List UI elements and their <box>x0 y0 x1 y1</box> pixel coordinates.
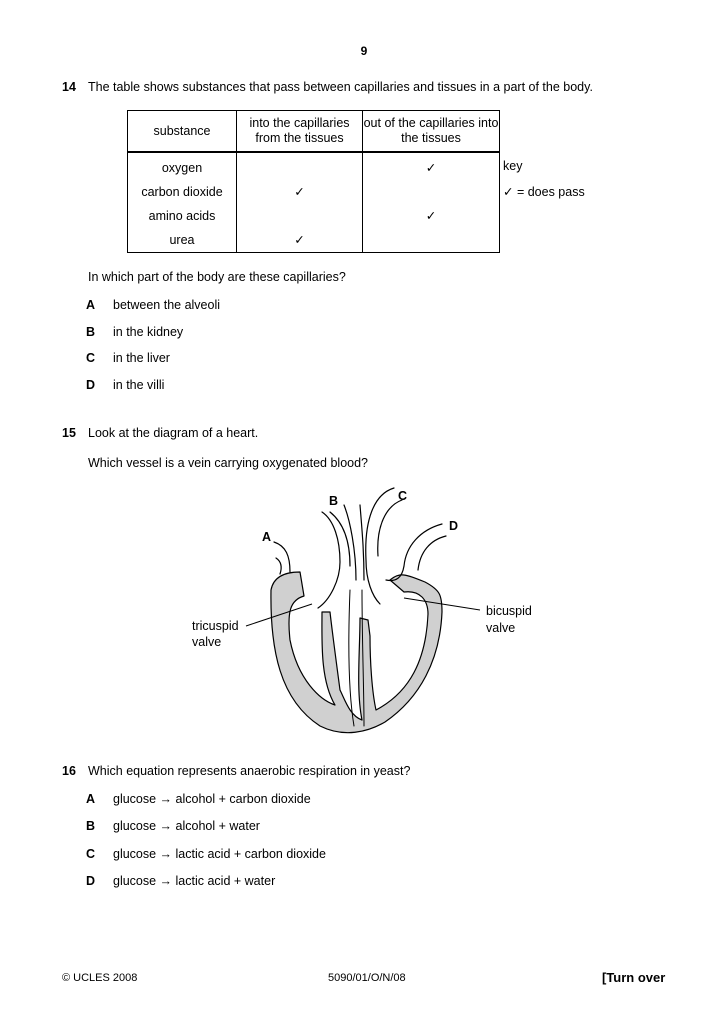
label-b: B <box>329 494 339 508</box>
vessel-c <box>366 488 402 604</box>
q14-option-text: in the kidney <box>113 325 184 339</box>
header-out-of-capillaries: out of the capillaries into the tissues <box>363 111 500 153</box>
question-15-number: 15 <box>62 426 76 440</box>
bicuspid-label-line1: bicuspid <box>486 604 532 618</box>
q16-option-letter: D <box>86 874 96 888</box>
q14-option-text: in the liver <box>113 351 170 365</box>
vessel-central <box>344 505 364 580</box>
cell-substance: carbon dioxide <box>128 180 237 204</box>
q14-option-letter: A <box>86 298 96 312</box>
question-16-number: 16 <box>62 764 76 778</box>
q16-option-text: glucose → alcohol + carbon dioxide <box>113 792 311 806</box>
tricuspid-label-line2: valve <box>192 635 222 649</box>
cell-substance: oxygen <box>128 152 237 180</box>
footer-copyright: © UCLES 2008 <box>62 972 138 984</box>
page-number: 9 <box>360 44 368 58</box>
q14-option-letter: B <box>86 325 96 339</box>
question-16-text: Which equation represents anaerobic respiration in yeast? <box>88 764 411 778</box>
label-c: C <box>398 489 408 503</box>
q16-option-text: glucose → alcohol + water <box>113 819 260 833</box>
footer-paper-code: 5090/01/O/N/08 <box>328 972 406 984</box>
question-14-number: 14 <box>62 80 76 94</box>
q14-option-text: between the alveoli <box>113 298 221 312</box>
vessel-b <box>318 512 350 608</box>
question-15-text: Look at the diagram of a heart. <box>88 426 259 440</box>
cell-into: ✓ <box>237 180 363 204</box>
question-15-prompt: Which vessel is a vein carrying oxygenated blood? <box>88 456 369 470</box>
key-title: key <box>503 159 523 173</box>
cell-out: ✓ <box>363 152 500 180</box>
cell-substance: amino acids <box>128 204 237 228</box>
cell-substance: urea <box>128 228 237 253</box>
bicuspid-label-line2: valve <box>486 621 516 635</box>
question-14-prompt: In which part of the body are these capillaries? <box>88 270 346 284</box>
cell-out: ✓ <box>363 204 500 228</box>
q16-option-letter: C <box>86 847 96 861</box>
q14-option-letter: C <box>86 351 96 365</box>
q16-option-letter: B <box>86 819 96 833</box>
cell-into: ✓ <box>237 228 363 253</box>
vessel-a <box>274 542 290 574</box>
header-into-capillaries: into the capillaries from the tissues <box>237 111 363 153</box>
heart-wall <box>271 572 442 733</box>
vessel-d <box>386 524 446 580</box>
q14-option-letter: D <box>86 378 96 392</box>
q16-option-text: glucose → lactic acid + carbon dioxide <box>113 847 326 861</box>
footer-turn-over: [Turn over <box>602 970 666 985</box>
key-text: ✓ = does pass <box>503 185 585 199</box>
question-14-text: The table shows substances that pass between capillaries and tissues in a part of the body. <box>88 80 593 94</box>
q16-option-text: glucose → lactic acid + water <box>113 874 276 888</box>
label-a: A <box>262 530 272 544</box>
tricuspid-label-line1: tricuspid <box>192 619 239 633</box>
label-d: D <box>449 519 459 533</box>
q16-option-letter: A <box>86 792 96 806</box>
q14-option-text: in the villi <box>113 378 165 392</box>
header-substance: substance <box>128 111 237 153</box>
